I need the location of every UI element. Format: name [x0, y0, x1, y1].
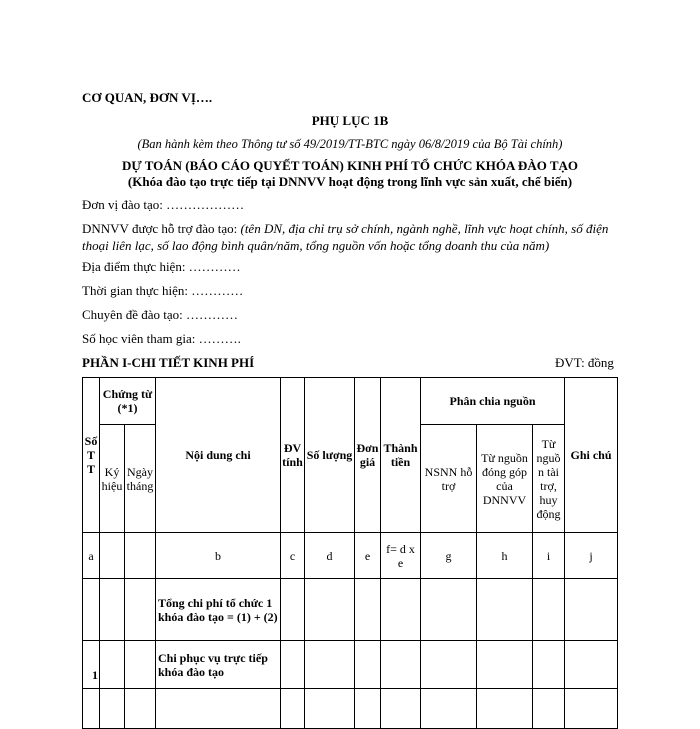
document-subtitle: (Khóa đào tạo trực tiếp tại DNNVV hoạt động trong lĩnh vực sản xuất, chế biến) [127, 174, 573, 189]
header-row [83, 378, 618, 425]
row-stt: 1 [83, 641, 100, 689]
table-row [83, 579, 618, 641]
location-field: Địa điểm thực hiện: ………… [82, 259, 241, 274]
code-cell: a [83, 533, 100, 579]
section-title: PHẦN I-CHI TIẾT KINH PHÍ [82, 355, 255, 370]
row-content: Chi phục vụ trực tiếp khóa đào tạo [156, 641, 281, 689]
code-cell [125, 533, 156, 579]
code-cell: b [156, 533, 281, 579]
code-cell: i [533, 533, 565, 579]
header-voucher: Chứng từ (*1) [100, 378, 156, 425]
header-note: Ghi chú [565, 378, 618, 533]
code-cell: f= d x e [381, 533, 421, 579]
header-dnnvv: Từ nguồn đóng góp của DNNVV [477, 425, 533, 533]
row-stt [83, 689, 100, 729]
code-cell: h [477, 533, 533, 579]
table-row [83, 641, 618, 689]
header-stt: Số TT [83, 378, 100, 533]
code-cell: c [281, 533, 305, 579]
currency-unit: ĐVT: đồng [555, 355, 614, 370]
code-cell: e [355, 533, 381, 579]
header-quantity: Số lượng [305, 378, 355, 533]
dnnvv-field [82, 220, 622, 254]
row-content: Tổng chi phí tổ chức 1 khóa đào tạo = (1) + (2) [156, 579, 281, 641]
header-price: Đơn giá [355, 378, 381, 533]
header-date: Ngày tháng [125, 425, 156, 533]
header-nsnn: NSNN hỗ trợ [421, 425, 477, 533]
code-cell [100, 533, 125, 579]
students-field: Số học viên tham gia: ………. [82, 331, 241, 346]
code-cell: g [421, 533, 477, 579]
row-stt [83, 579, 100, 641]
header-sources: Phân chia nguồn [421, 378, 565, 425]
header-sponsor: Từ nguồn tài trợ, huy động [533, 425, 565, 533]
issued-by-note: (Ban hành kèm theo Thông tư số 49/2019/TT-BTC ngày 06/8/2019 của Bộ Tài chính) [137, 137, 563, 151]
appendix-label: PHỤ LỤC 1B [311, 113, 389, 128]
time-field: Thời gian thực hiện: ………… [82, 283, 244, 298]
dnnvv-label: DNNVV được hỗ trợ đào tạo: [82, 221, 241, 236]
budget-table [82, 377, 618, 729]
document-title: DỰ TOÁN (BÁO CÁO QUYẾT TOÁN) KINH PHÍ TỔ CHỨC KHÓA ĐÀO TẠO [121, 158, 579, 173]
code-cell: j [565, 533, 618, 579]
training-unit-field: Đơn vị đào tạo: ……………… [82, 197, 245, 212]
row-content [156, 689, 281, 729]
dnnvv-hint: (tên DN, địa chỉ trụ sở chính, ngành nghề, lĩnh vực hoạt chính, số điện thoại liên lạc, số lao động bình quân/năm, tổng nguồn vốn hoặc tổng doanh thu của năm) [82, 221, 609, 253]
header-content: Nội dung chi [156, 378, 281, 533]
agency-name: CƠ QUAN, ĐƠN VỊ…. [82, 90, 213, 105]
code-cell: d [305, 533, 355, 579]
table-row [83, 689, 618, 729]
header-amount: Thành tiền [381, 378, 421, 533]
code-row [83, 533, 618, 579]
header-symbol: Ký hiệu [100, 425, 125, 533]
header-unit: ĐV tính [281, 378, 305, 533]
topic-field: Chuyên đề đào tạo: ………… [82, 307, 238, 322]
